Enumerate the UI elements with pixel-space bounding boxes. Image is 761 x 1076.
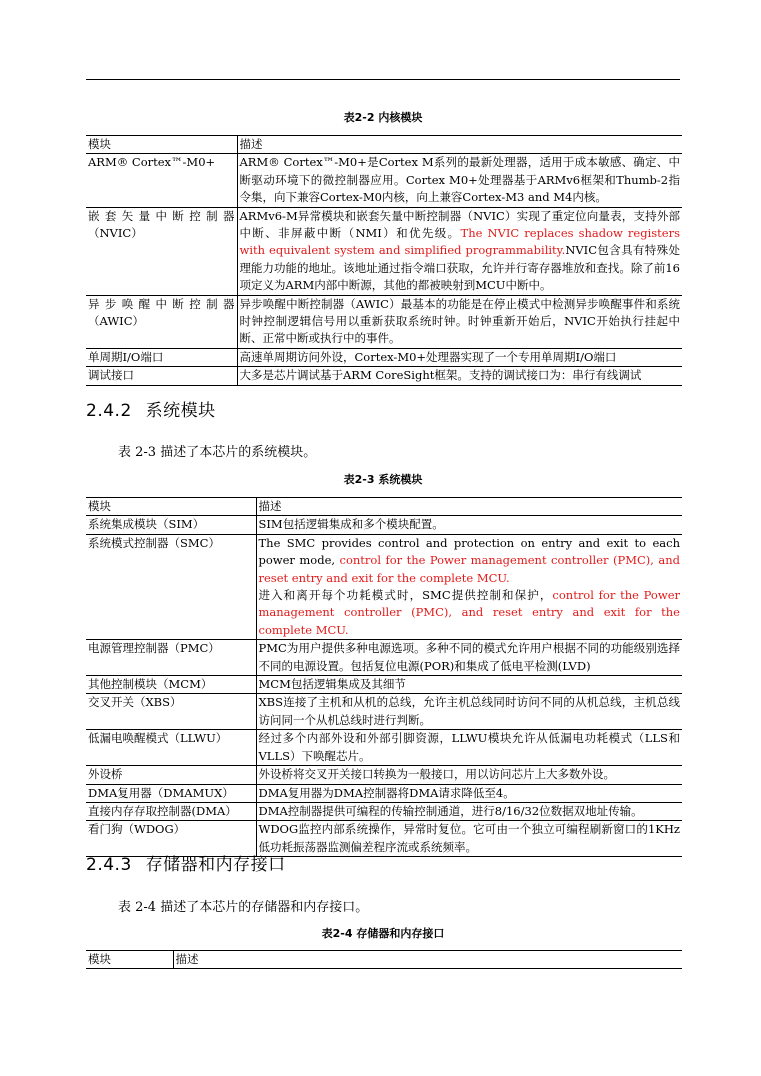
table-row [86, 367, 682, 385]
table-header-row [86, 498, 682, 516]
module-name-cell: 交叉开关（XBS） [86, 694, 256, 730]
table-memory-interfaces [86, 950, 682, 969]
module-name-cell: ARM® Cortex™-M0+ [86, 154, 237, 207]
section-number: 2.4.2 [86, 401, 132, 421]
description-cell [256, 676, 682, 694]
description-text: DMA控制器提供可编程的传输控制通道，进行8/16/32位数据双地址传输。 [258, 803, 643, 818]
header-module: 模块 [86, 951, 173, 969]
description-cell [237, 367, 682, 385]
header-module: 模块 [86, 136, 237, 154]
description-text-red: control for the Power management controller (PMC), and reset entry and exit for the complete MCU. [258, 553, 680, 585]
description-text: ARM® Cortex™-M0+是Cortex M系列的最新处理器，适用于成本敏感、确定、中断驱动环境下的微控制器应用。Cortex M0+处理器基于ARMv6框架和Thumb-2指令集，向下兼容Cortex-M0内核，向上兼容Cortex-M3 and M4内核。 [239, 155, 680, 205]
description-text: XBS连接了主机和从机的总线，允许主机总线同时访问不同的从机总线，主机总线访问同一个从机总线时进行判断。 [258, 695, 680, 727]
description-text: 进入和离开每个功耗模式时，SMC提供控制和保护， [258, 588, 553, 603]
table-row [86, 348, 682, 366]
table-system-modules [86, 497, 682, 857]
description-cell [237, 295, 682, 348]
description-text: SIM包括逻辑集成和多个模块配置。 [258, 517, 444, 532]
module-name-cell: 电源管理控制器（PMC） [86, 640, 256, 676]
header-description: 描述 [173, 951, 682, 969]
section-heading-2-4-2 [86, 400, 216, 422]
table-header-row [86, 951, 682, 969]
table-caption-2-4: 表2-4 存储器和内存接口 [321, 927, 445, 940]
header-description: 描述 [237, 136, 682, 154]
description-cell [256, 766, 682, 784]
description-text-red: control for the Power management controller (PMC), and reset entry and exit for the complete MCU. [258, 588, 681, 637]
module-name-cell: 直接内存存取控制器(DMA） [86, 802, 256, 820]
description-cell [237, 348, 682, 366]
module-name-cell: 看门狗（WDOG） [86, 821, 256, 857]
description-cell [256, 534, 682, 639]
description-text: 高速单周期访问外设，Cortex-M0+处理器实现了一个专用单周期I/O端口 [239, 349, 617, 364]
description-text: NVIC包含具有特殊处理能力功能的地址。该地址通过指令端口获取，允许并行寄存器堆放和查找。除了前16项定义为ARM内部中断源，其他的都被映射到MCU中断中。 [239, 243, 680, 293]
table-row [86, 766, 682, 784]
table-row [86, 534, 682, 639]
module-name-cell: 调试接口 [86, 367, 237, 385]
header-rule [86, 79, 680, 80]
table-core-modules [86, 135, 682, 386]
module-name-cell: DMA复用器（DMAMUX） [86, 784, 256, 802]
table-row [86, 154, 682, 207]
description-text: PMC为用户提供多种电源选项。多种不同的模式允许用户根据不同的功能级别选择不同的电源设置。包括复位电源(POR)和集成了低电平检测(LVD) [258, 641, 680, 673]
module-name-cell: 系统集成模块（SIM） [86, 516, 256, 534]
module-name-cell: 低漏电唤醒模式（LLWU） [86, 730, 256, 766]
description-cell [256, 694, 682, 730]
description-cell [237, 154, 682, 207]
section-number: 2.4.3 [86, 855, 132, 875]
section-intro-2-4-3: 表 2-4 描述了本芯片的存储器和内存接口。 [118, 900, 369, 915]
description-text: 异步唤醒中断控制器（AWIC）最基本的功能是在停止模式中检测异步唤醒事件和系统时钟控制逻辑信号用以重新获取系统时钟。时钟重新开始后，NVIC开始执行挂起中断、正常中断或执行中的事件。 [239, 296, 680, 346]
table-row [86, 730, 682, 766]
description-cell [256, 516, 682, 534]
section-title: 存储器和内存接口 [145, 855, 286, 875]
description-text: ARMv6-M异常模块和嵌套矢量中断控制器（NVIC）实现了重定位向量表，支持外部中断、非屏蔽中断（NMI）和优先级。 [239, 208, 680, 241]
table-caption-2-3: 表2-3 系统模块 [343, 473, 423, 486]
description-cell [256, 640, 682, 676]
header-module: 模块 [86, 498, 256, 516]
description-text: WDOG监控内部系统操作，异常时复位。它可由一个独立可编程刷新窗口的1KHz低功耗振荡器监测偏差程序流或系统频率。 [258, 822, 680, 854]
module-name-cell: 单周期I/O端口 [86, 348, 237, 366]
module-name-cell: 外设桥 [86, 766, 256, 784]
description-text: The SMC provides control and protection on entry and exit to each power mode, [258, 535, 680, 568]
section-intro-2-4-2: 表 2-3 描述了本芯片的系统模块。 [118, 445, 317, 460]
description-cell [237, 207, 682, 295]
description-cell [256, 802, 682, 820]
table-row [86, 784, 682, 802]
table-header-row [86, 136, 682, 154]
table-row [86, 802, 682, 820]
description-text: DMA复用器为DMA控制器将DMA请求降低至4。 [258, 785, 515, 800]
module-name-cell: 异步唤醒中断控制器（AWIC） [86, 295, 237, 348]
description-text-red: The NVIC replaces shadow registers with equivalent system and simplified programmability. [239, 226, 680, 258]
module-name-cell: 系统模式控制器（SMC） [86, 534, 256, 639]
description-text: 经过多个内部外设和外部引脚资源，LLWU模块允许从低漏电功耗模式（LLS和VLLS）下唤醒芯片。 [258, 731, 680, 763]
header-description: 描述 [256, 498, 682, 516]
description-text: MCM包括逻辑集成及其细节 [258, 677, 406, 692]
table-row [86, 821, 682, 857]
table-row [86, 676, 682, 694]
table-row [86, 295, 682, 348]
description-cell [256, 821, 682, 857]
description-text: 外设桥将交叉开关接口转换为一般接口，用以访问芯片上大多数外设。 [258, 767, 615, 782]
module-name-cell: 其他控制模块（MCM） [86, 676, 256, 694]
description-text: 大多是芯片调试基于ARM CoreSight框架。支持的调试接口为：串行有线调试 [239, 368, 642, 383]
description-cell [256, 784, 682, 802]
table-row [86, 207, 682, 295]
description-cell [256, 730, 682, 766]
section-heading-2-4-3 [86, 854, 286, 876]
module-name-cell: 嵌套矢量中断控制器（NVIC） [86, 207, 237, 295]
section-title: 系统模块 [145, 401, 216, 421]
table-row [86, 694, 682, 730]
table-row [86, 516, 682, 534]
table-caption-2-2: 表2-2 内核模块 [343, 111, 423, 124]
table-row [86, 640, 682, 676]
